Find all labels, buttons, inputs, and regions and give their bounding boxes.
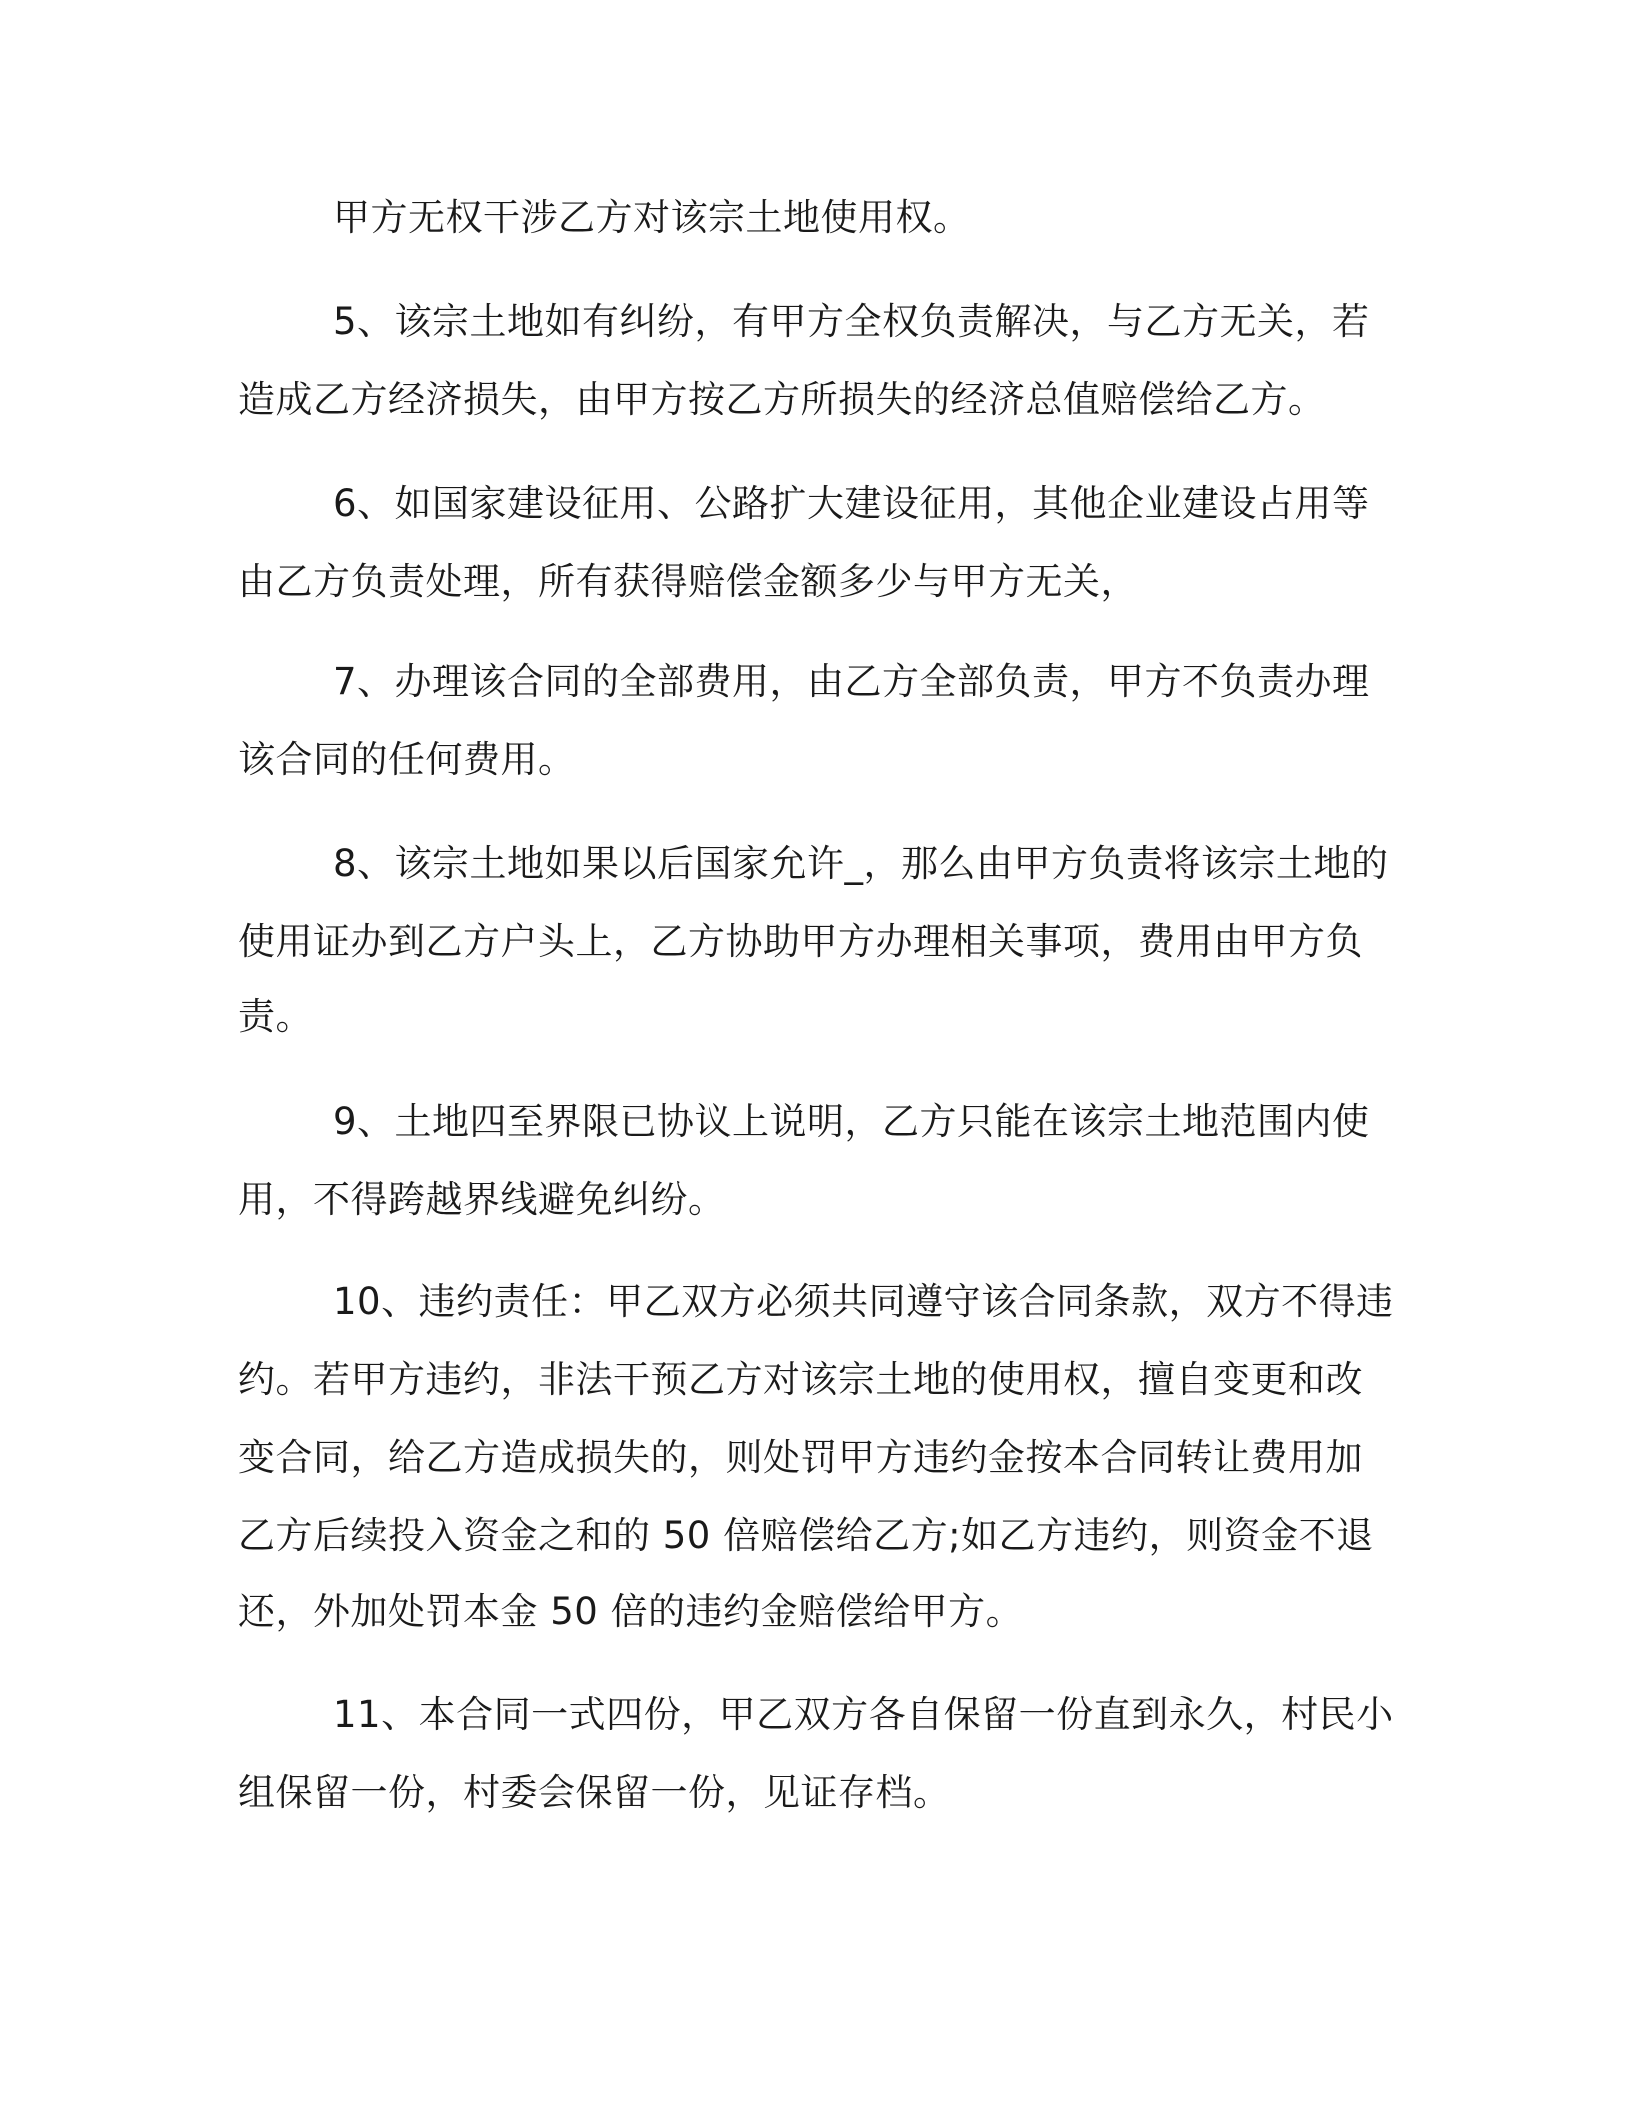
clause-7-line-1: 7、办理该合同的全部费用，由乙方全部负责，甲方不负责办理 (333, 660, 1370, 703)
clause-9-line-2: 用，不得跨越界线避免纠纷。 (238, 1178, 726, 1221)
clause-11-line-1: 11、本合同一式四份，甲乙双方各自保留一份直到永久，村民小 (333, 1693, 1394, 1736)
clause-6-line-2: 由乙方负责处理，所有获得赔偿金额多少与甲方无关， (238, 560, 1138, 603)
paragraph-4-line-2: 甲方无权干涉乙方对该宗土地使用权。 (333, 196, 971, 239)
clause-10-line-4: 乙方后续投入资金之和的 50 倍赔偿给乙方;如乙方违约，则资金不退 (238, 1514, 1374, 1557)
clause-8-line-3: 责。 (238, 995, 313, 1038)
clause-7-line-2: 该合同的任何费用。 (238, 738, 576, 781)
clause-11-line-2: 组保留一份，村委会保留一份，见证存档。 (238, 1771, 951, 1814)
clause-9-line-1: 9、土地四至界限已协议上说明，乙方只能在该宗土地范围内使 (333, 1100, 1370, 1143)
clause-10-line-1: 10、违约责任：甲乙双方必须共同遵守该合同条款，双方不得违 (333, 1280, 1394, 1323)
clause-6-line-1: 6、如国家建设征用、公路扩大建设征用，其他企业建设占用等 (333, 482, 1370, 525)
clause-10-line-2: 约。若甲方违约，非法干预乙方对该宗土地的使用权，擅自变更和改 (238, 1358, 1363, 1401)
clause-5-line-1: 5、该宗土地如有纠纷，有甲方全权负责解决，与乙方无关，若 (333, 300, 1370, 343)
clause-8-line-2: 使用证办到乙方户头上，乙方协助甲方办理相关事项，费用由甲方负 (238, 920, 1363, 963)
clause-8-line-1: 8、该宗土地如果以后国家允许_，那么由甲方负责将该宗土地的 (333, 842, 1389, 885)
clause-10-line-3: 变合同，给乙方造成损失的，则处罚甲方违约金按本合同转让费用加 (238, 1436, 1363, 1479)
clause-5-line-2: 造成乙方经济损失，由甲方按乙方所损失的经济总值赔偿给乙方。 (238, 378, 1326, 421)
clause-10-line-5: 还，外加处罚本金 50 倍的违约金赔偿给甲方。 (238, 1590, 1024, 1633)
